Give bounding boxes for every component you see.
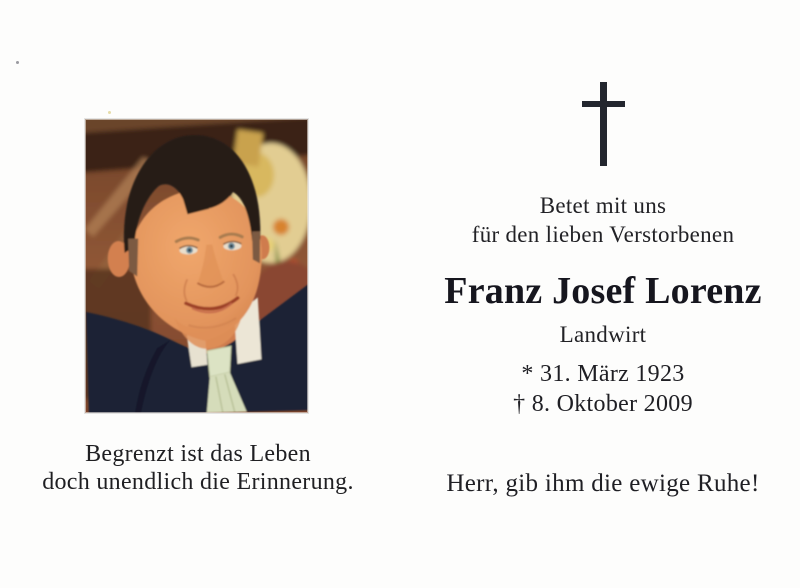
life-dates (420, 359, 786, 419)
epitaph-verse (12, 440, 384, 496)
latin-cross-icon (582, 82, 625, 166)
scan-speck (16, 61, 19, 64)
portrait-photo-graphic (85, 119, 308, 413)
cross-vertical-bar (600, 82, 607, 166)
deceased-occupation: Landwirt (559, 322, 647, 347)
cross-horizontal-bar (582, 101, 625, 107)
birth-date: * 31. März 1923 (521, 361, 685, 387)
prayer-invitation-line-2: für den lieben Verstorbenen (471, 222, 735, 247)
prayer-invitation (420, 191, 786, 249)
epitaph-line-1: Begrenzt ist das Leben (85, 441, 311, 467)
epitaph-line-2: doch unendlich die Erinnerung. (42, 469, 354, 495)
death-date: † 8. Oktober 2009 (513, 391, 693, 417)
deceased-name: Franz Josef Lorenz (444, 270, 762, 312)
closing-prayer: Herr, gib ihm die ewige Ruhe! (446, 470, 760, 497)
prayer-invitation-line-1: Betet mit uns (539, 193, 667, 218)
scan-speck (108, 111, 111, 114)
portrait-photo (85, 119, 308, 413)
